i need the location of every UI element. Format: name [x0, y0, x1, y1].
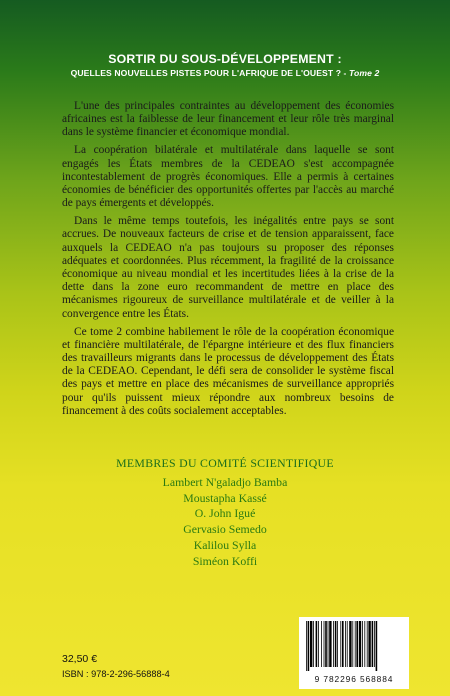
barcode-bar — [347, 621, 348, 667]
blurb-paragraph: Dans le même temps toutefois, les inégalités entre pays se sont accrues. De nouveaux facteurs de crise et de tension apparaissent, face auxquels la CEDEAO n'a pas toujours su proposer des réponses adéquates et coordonnées. Plus récemment, la fragilité de la croissance économique au niveau mondial et les incertitudes liées à la crise de la dette dans la zone euro recommandent de mettre en place des mécanismes rigoureux de surveillance multilatérale et de veiller à la convergence entre les États. — [62, 215, 394, 320]
barcode-bar — [368, 621, 370, 667]
committee-member: Moustapha Kassé — [183, 490, 267, 505]
barcode — [299, 617, 409, 689]
barcode-number: 9 782296 568884 — [314, 674, 394, 684]
barcode-bar — [376, 621, 378, 671]
blurb-paragraph: Ce tome 2 combine habilement le rôle de la coopération économique et financière multilatérale, de l'épargne intérieure et des flux financiers des travailleurs migrants dans le processus de développement des États de la CEDEAO. Cependant, le défi sera de consolider le système fiscal des pays et mettre en place des mécanismes de surveillance appropriés pour qu'ils puissent mieux répondre aux nombreux besoins de financement à des coûts socialement acceptables. — [62, 325, 394, 417]
tome-label: Tome 2 — [349, 68, 380, 78]
isbn-label: ISBN : 978-2-296-56888-4 — [62, 669, 170, 679]
barcode-bar — [318, 621, 319, 667]
barcode-bar — [316, 621, 318, 667]
barcode-bar — [362, 621, 363, 667]
price-label: 32,50 € — [62, 653, 98, 665]
barcode-bar — [337, 621, 338, 667]
barcode-bar — [359, 621, 361, 667]
subtitle-text: QUELLES NOUVELLES PISTES POUR L'AFRIQUE DE L'OUEST ? - — [70, 68, 347, 78]
book-title: SORTIR DU SOUS-DÉVELOPPEMENT : — [108, 52, 342, 66]
barcode-bar — [310, 621, 312, 667]
book-subtitle — [0, 67, 450, 80]
barcode-bar — [321, 621, 322, 667]
barcode-bar — [324, 621, 325, 667]
blurb-paragraph: L'une des principales contraintes au développement des économies africaines est la faiblesse de leur financement et leur rôle très marginal dans le système financier et économique mondial. — [62, 100, 394, 139]
committee-member: Gervasio Semedo — [183, 522, 267, 537]
barcode-bar — [372, 621, 374, 667]
barcode-bar — [374, 621, 375, 667]
barcode-bar — [333, 621, 334, 667]
barcode-bar — [328, 621, 329, 667]
committee-member: Siméon Koffi — [192, 553, 258, 568]
barcode-bar — [356, 621, 358, 667]
committee-member: Kalilou Sylla — [193, 537, 257, 552]
barcode-bar — [355, 621, 356, 667]
committee-member: Lambert N'galadjo Bamba — [162, 474, 288, 489]
blurb-paragraph: La coopération bilatérale et multilatérale dans laquelle se sont engagés les États membres de la CEDEAO s'est accompagnée incontestablement de progrès économiques. Elle a permis à certaines économies de bénéficier des opportunités offertes par l'accès au marché de pays émergents et développés. — [62, 144, 394, 210]
barcode-bar — [352, 621, 353, 667]
barcode-bar — [342, 621, 344, 667]
barcode-bar — [340, 621, 341, 667]
barcode-bar — [308, 621, 310, 671]
barcode-bar — [306, 621, 307, 671]
scientific-committee — [0, 456, 450, 570]
cover-header — [0, 52, 450, 80]
barcode-bar — [329, 621, 331, 667]
back-cover-blurb — [62, 100, 394, 423]
barcode-bar — [345, 621, 346, 667]
barcode-bars — [304, 621, 404, 671]
barcode-bar — [313, 621, 314, 667]
barcode-bar — [325, 621, 327, 667]
barcode-bar — [349, 621, 351, 667]
committee-member: O. John Igué — [194, 506, 256, 521]
barcode-bar — [367, 621, 368, 667]
barcode-bar — [335, 621, 337, 667]
barcode-bar — [364, 621, 365, 667]
committee-heading: MEMBRES DU COMITÉ SCIENTIFIQUE — [116, 456, 334, 470]
